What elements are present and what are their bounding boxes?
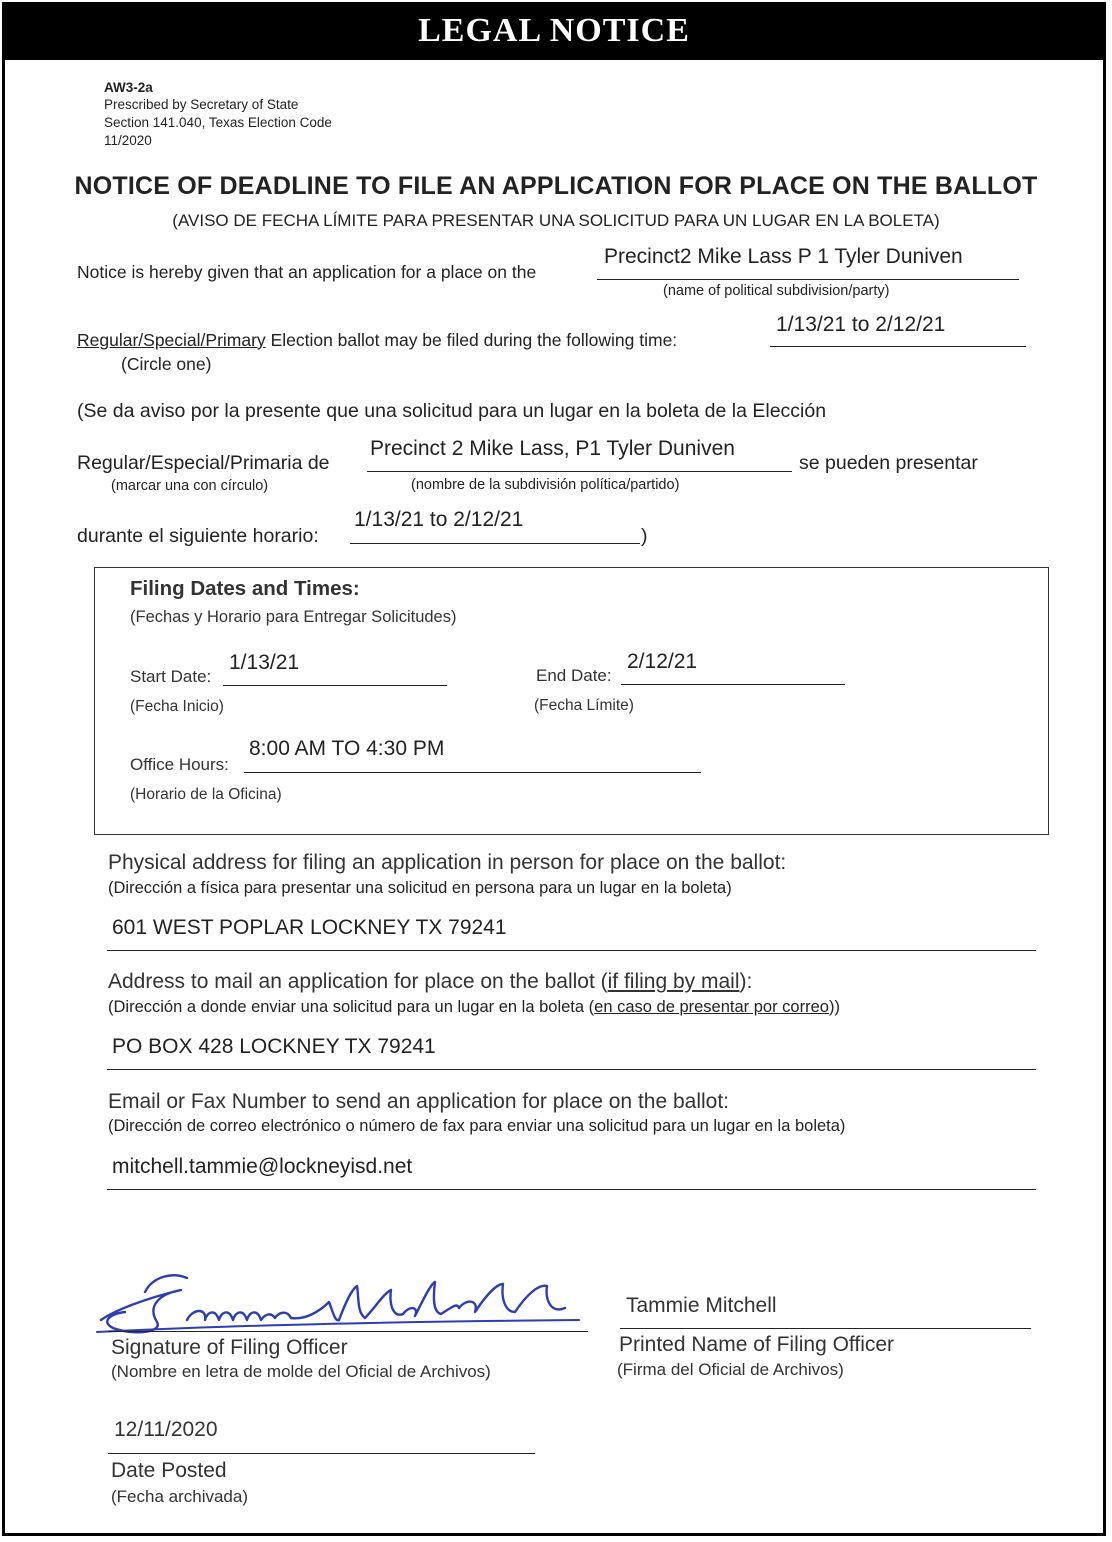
english-time-value: 1/13/21 to 2/12/21 bbox=[776, 313, 946, 336]
spanish-after-text: se pueden presentar bbox=[799, 452, 978, 474]
spanish-time-value: 1/13/21 to 2/12/21 bbox=[354, 508, 524, 531]
email-label: Email or Fax Number to send an application for place on the ballot: bbox=[108, 1090, 730, 1113]
end-date-line bbox=[621, 684, 845, 685]
spanish-notice-lead: (Se da aviso por la presente que una solicitud para un lugar en la boleta de la Elección bbox=[77, 400, 827, 422]
printed-name-label-es: (Firma del Oficial de Archivos) bbox=[617, 1360, 844, 1379]
spanish-durante-text: durante el siguiente horario: bbox=[77, 525, 319, 547]
spanish-subdivision-caption: (nombre de la subdivisión política/partido) bbox=[411, 477, 680, 493]
signature-label: Signature of Filing Officer bbox=[111, 1336, 348, 1359]
printed-name-line bbox=[620, 1328, 1031, 1329]
election-type-options[interactable]: Regular/Special/Primary bbox=[77, 330, 266, 350]
start-date-caption: (Fecha Inicio) bbox=[130, 698, 224, 715]
office-hours-value: 8:00 AM TO 4:30 PM bbox=[249, 737, 445, 760]
physical-address-value: 601 WEST POPLAR LOCKNEY TX 79241 bbox=[112, 916, 507, 939]
spanish-subdivision-value: Precinct 2 Mike Lass, P1 Tyler Duniven bbox=[370, 437, 735, 460]
spanish-close-paren: ) bbox=[641, 525, 648, 547]
spanish-subdivision-line bbox=[367, 471, 792, 472]
form-date: 11/2020 bbox=[104, 133, 152, 148]
form-prescribed: Prescribed by Secretary of State bbox=[104, 97, 299, 112]
mail-address-label-es: (Dirección a donde enviar una solicitud para un lugar en la boleta (en caso de presentar por correo)) bbox=[108, 998, 840, 1016]
english-election-line bbox=[77, 330, 677, 351]
spanish-election-type: Regular/Especial/Primaria de bbox=[77, 452, 330, 474]
start-date-line bbox=[223, 685, 447, 686]
english-subdivision-value: Precinct2 Mike Lass P 1 Tyler Duniven bbox=[604, 245, 963, 268]
start-date-value: 1/13/21 bbox=[229, 651, 300, 674]
english-time-line bbox=[770, 346, 1026, 347]
english-subdivision-caption: (name of political subdivision/party) bbox=[663, 283, 890, 299]
email-value: mitchell.tammie@lockneyisd.net bbox=[112, 1155, 413, 1178]
signature-ink-text bbox=[120, 1290, 127, 1291]
form-code: AW3-2a bbox=[104, 80, 153, 95]
end-date-value: 2/12/21 bbox=[627, 650, 698, 673]
printed-name-label: Printed Name of Filing Officer bbox=[619, 1333, 895, 1356]
circle-one-note: (Circle one) bbox=[121, 354, 212, 374]
filing-box-heading: Filing Dates and Times: bbox=[130, 577, 360, 600]
mail-address-value: PO BOX 428 LOCKNEY TX 79241 bbox=[112, 1035, 436, 1058]
physical-address-label-es: (Dirección a física para presentar una solicitud en persona para un lugar en la boleta) bbox=[108, 879, 732, 897]
english-notice-lead: Notice is hereby given that an application for a place on the bbox=[77, 262, 537, 282]
mail-address-line bbox=[107, 1069, 1036, 1070]
election-rest-text: Election ballot may be filed during the following time: bbox=[270, 330, 678, 350]
mail-address-label: Address to mail an application for place on the ballot (if filing by mail): bbox=[108, 970, 753, 993]
spanish-marcar-caption: (marcar una con círculo) bbox=[111, 478, 269, 494]
legal-notice-banner: LEGAL NOTICE bbox=[2, 2, 1106, 60]
office-hours-label: Office Hours: bbox=[130, 755, 229, 774]
form-section: Section 141.040, Texas Election Code bbox=[104, 115, 332, 130]
start-date-label: Start Date: bbox=[130, 667, 212, 686]
page-title: NOTICE OF DEADLINE TO FILE AN APPLICATION FOR PLACE ON THE BALLOT bbox=[74, 172, 1038, 200]
page-subtitle: (AVISO DE FECHA LÍMITE PARA PRESENTAR UNA SOLICITUD PARA UN LUGAR EN LA BOLETA) bbox=[172, 211, 940, 230]
filing-box-heading-es: (Fechas y Horario para Entregar Solicitudes) bbox=[130, 608, 457, 626]
english-subdivision-line bbox=[597, 279, 1019, 280]
date-posted-label: Date Posted bbox=[111, 1459, 227, 1482]
email-line bbox=[107, 1189, 1036, 1190]
physical-address-label: Physical address for filing an application in person for place on the ballot: bbox=[108, 851, 787, 874]
email-label-es: (Dirección de correo electrónico o número de fax para enviar una solicitud para un lugar en la boleta) bbox=[108, 1117, 846, 1135]
physical-address-line bbox=[107, 950, 1036, 951]
date-posted-label-es: (Fecha archivada) bbox=[111, 1487, 249, 1506]
end-date-label: End Date: bbox=[536, 666, 612, 685]
office-hours-line bbox=[244, 772, 701, 773]
date-posted-value: 12/11/2020 bbox=[114, 1418, 218, 1441]
end-date-caption: (Fecha Límite) bbox=[534, 697, 634, 714]
office-hours-caption: (Horario de la Oficina) bbox=[130, 786, 282, 803]
date-posted-line bbox=[108, 1453, 535, 1454]
signature-line bbox=[108, 1331, 588, 1332]
spanish-time-line bbox=[350, 543, 640, 544]
signature-label-es: (Nombre en letra de molde del Oficial de Archivos) bbox=[111, 1362, 491, 1381]
printed-name-value: Tammie Mitchell bbox=[626, 1294, 777, 1317]
